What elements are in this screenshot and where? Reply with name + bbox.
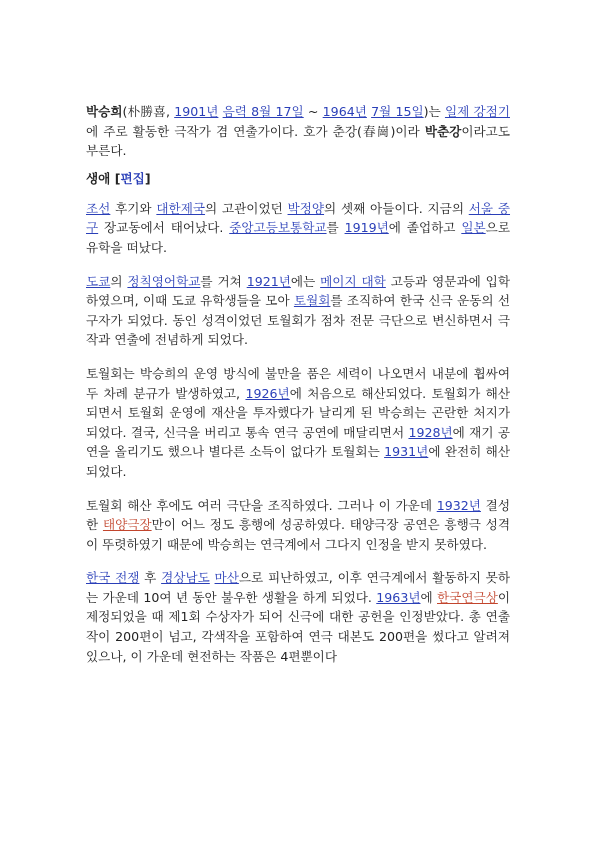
alias-name: 박춘강 [424, 123, 462, 139]
paragraph-3: 토월회는 박승희의 운영 방식에 불만을 품은 세력이 나오면서 내분에 휩싸여 두 차례 분규가 발생하였고, 1926년에 처음으로 해산되었다. 토월회가 해산되면서 토월회 운영에 재산을 투자했다가 날리게 된 박승희는 곤란한 처지가 되었다. 결국, 신극을 버리고 통속 연극 공연에 매달리면서 1928년에 재기 공연을 올리기도 했으나 별다른 소득이 없다가 토월회는 1931년에 완전히 해산되었다. [86, 365, 511, 479]
section-heading-life: 생애 [편집] [86, 170, 151, 186]
link-1931[interactable]: 1931년 [384, 444, 429, 460]
link-1921[interactable]: 1921년 [246, 273, 291, 289]
link-tokyo[interactable]: 도쿄 [86, 273, 111, 289]
link-park-jeong-yang[interactable]: 박정양 [287, 200, 325, 216]
link-1964[interactable]: 1964년 [322, 104, 367, 119]
link-1926[interactable]: 1926년 [245, 385, 290, 401]
paragraph-1: 조선 후기와 대한제국의 고관이었던 박정양의 셋째 아들이다. 지금의 서울 중구 장교동에서 태어났다. 중앙고등보통학교를 1919년에 졸업하고 일본으로 유학을 떠났다. [86, 200, 511, 255]
link-korean-theater-award[interactable]: 한국연극상 [437, 589, 498, 605]
paragraph-2: 도쿄의 정칙영어학교를 거쳐 1921년에는 메이지 대학 고등과 영문과에 입학하였으며, 이때 도쿄 유학생들을 모아 토월회를 조직하여 한국 신극 운동의 선구자가 되었다. 동인 성격이었던 토월회가 점차 전문 극단으로 변신하면서 극작과 연출에 전념하게 되었다. [86, 273, 510, 348]
link-masan[interactable]: 마산 [214, 570, 239, 586]
link-towolhoe[interactable]: 토월회 [293, 293, 331, 309]
link-jungang-school[interactable]: 중앙고등보통학교 [229, 220, 327, 236]
link-seoul-junggu[interactable]: 서울 중구 [86, 200, 511, 236]
link-korean-war[interactable]: 한국 전쟁 [86, 570, 140, 586]
paragraph-4: 토월회 해산 후에도 여러 극단을 조직하였다. 그러나 이 가운데 1932년 결성한 태양극장만이 어느 정도 흥행에 성공하였다. 태양극장 공연은 흥행극 성격이 뚜렷하였기 때문에 박승희는 연극계에서 그다지 인정을 받지 못하였다. [86, 497, 510, 552]
link-1928[interactable]: 1928년 [408, 424, 453, 440]
link-taeyang-theater[interactable]: 태양극장 [102, 517, 152, 533]
intro-paragraph: 박승희(朴勝喜, 1901년 음력 8월 17일 ~ 1964년 7월 15일)는 일제 강점기에 주로 활동한 극작가 겸 연출가이다. 호가 춘강(春崗)이라 박춘강이라고도 부른다. [86, 104, 510, 159]
article-body [86, 102, 510, 666]
paragraph-5: 한국 전쟁 후 경상남도 마산으로 피난하였고, 이후 연극계에서 활동하지 못하는 가운데 10여 년 동안 불우한 생활을 하게 되었다. 1963년에 한국연극상이 제정되었을 때 제1회 수상자가 되어 신극에 대한 공헌을 인정받았다. 총 연출작이 200편이 넘고, 각색작을 포함하여 연극 대본도 200편을 썼다고 알려져 있으나, 이 가운데 현전하는 작품은 4편뿐이다 [86, 570, 511, 664]
link-korean-empire[interactable]: 대한제국 [156, 200, 206, 216]
link-1963[interactable]: 1963년 [376, 589, 421, 605]
link-joseon[interactable]: 조선 [86, 200, 111, 216]
link-1901[interactable]: 1901년 [174, 104, 219, 119]
link-death-date[interactable]: 7월 15일 [371, 104, 424, 119]
link-gyeongsangnam-do[interactable]: 경상남도 [161, 570, 210, 586]
link-birth-date[interactable]: 음력 8월 17일 [222, 104, 304, 119]
link-japanese-occupation[interactable]: 일제 강점기 [444, 104, 510, 119]
link-1932[interactable]: 1932년 [436, 497, 481, 513]
link-seisoku-school[interactable]: 정칙영어학교 [127, 273, 201, 289]
link-japan[interactable]: 일본 [461, 220, 486, 236]
link-1919[interactable]: 1919년 [344, 220, 389, 236]
person-name: 박승희 [86, 104, 123, 119]
link-meiji-university[interactable]: 메이지 대학 [320, 273, 386, 289]
edit-link[interactable]: 편집 [120, 170, 145, 186]
